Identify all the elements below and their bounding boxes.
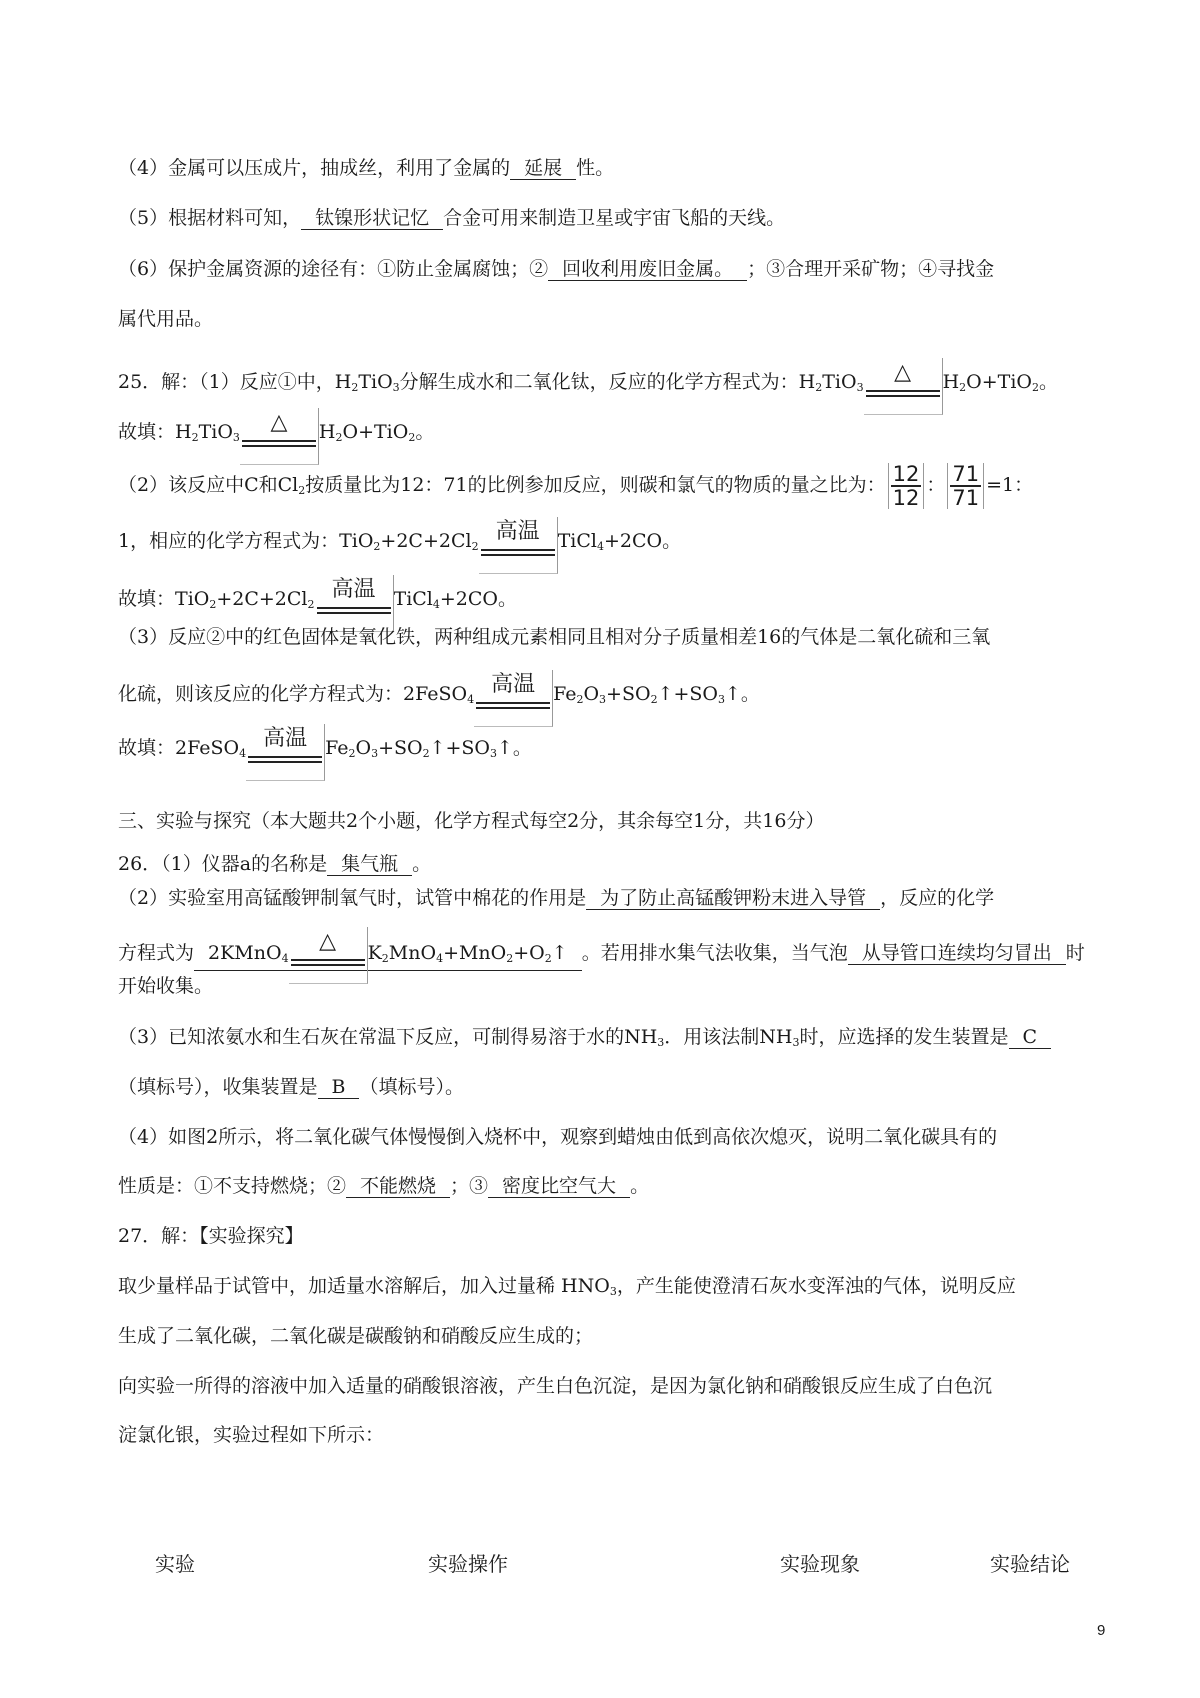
table-header-operation: 实验操作 xyxy=(428,1552,508,1576)
q25-3-answer: 故填：2FeSO$_4$ 高温 $Fe_2O_3+SO_2↑+SO_3↑$。 xyxy=(118,724,532,767)
q26-1-line: 26．（1）仪器a的名称是 集气瓶 。 xyxy=(118,853,432,875)
reaction-condition-heat: △ xyxy=(864,358,943,415)
table-header-conclusion: 实验结论 xyxy=(990,1552,1070,1576)
answer-blank: B xyxy=(318,1076,360,1099)
answer-blank: 延展 xyxy=(510,157,576,180)
q27-paragraph-line: 生成了二氧化碳，二氧化碳是碳酸钠和硝酸反应生成的； xyxy=(118,1325,594,1347)
answer-blank: 回收利用废旧金属。 xyxy=(548,258,747,281)
q27-paragraph-line: 淀氯化银，实验过程如下所示： xyxy=(118,1424,385,1446)
q25-3-equation: 化硫，则该反应的化学方程式为：2FeSO$_4$ 高温 $Fe_2O_3+SO_2↑+SO_3↑$。 xyxy=(118,670,760,713)
q26-3-line: （3）已知浓氨水和生石灰在常温下反应，可制得易溶于水的$NH_3$．用该法制$NH_3$时，应选择的发生装置是 C xyxy=(118,1024,1051,1056)
answer-blank: 为了防止高锰酸钾粉末进入导管 xyxy=(586,887,880,910)
reaction-condition-heat: △ xyxy=(289,927,368,984)
answer-blank: 从导管口连续均匀冒出 xyxy=(848,942,1066,965)
answer-blank: 不能燃烧 xyxy=(346,1175,450,1198)
fraction: $\frac{12}{12}$ xyxy=(888,463,925,509)
q25-2-equation: 1，相应的化学方程式为：$TiO_2+2C+2Cl_2$ 高温 TiCl$_4$+2CO。 xyxy=(118,517,681,560)
q27-paragraph-line: 取少量样品于试管中，加适量水溶解后，加入过量稀 $HNO_3$，产生能使澄清石灰水变浑浊的气体，说明反应 xyxy=(118,1275,1016,1298)
answer-blank: C xyxy=(1009,1026,1052,1049)
q24-4-line: （4）金属可以压成片，抽成丝，利用了金属的 延展 性。 xyxy=(118,157,615,179)
answer-blank: 钛镍形状记忆 xyxy=(301,207,443,230)
reaction-condition-heat: △ xyxy=(240,408,319,465)
reaction-condition-high-temp: 高温 xyxy=(315,575,394,632)
q25-3-line: （3）反应②中的红色固体是氧化铁，两种组成元素相同且相对分子质量相差16的气体是二氧化硫和三氧 xyxy=(118,626,991,648)
table-header-experiment: 实验 xyxy=(155,1552,195,1576)
q26-2-equation: 方程式为 2KMnO$_4$ △ $K_2MnO_4+MnO_2+O_2↑$ 。若用排水集气法收集，当气泡 从导管口连续均匀冒出 时 xyxy=(118,927,1085,971)
reaction-condition-high-temp: 高温 xyxy=(246,724,325,781)
fraction: $\frac{71}{71}$ xyxy=(947,463,984,509)
q26-4-line-cont: 性质是：①不支持燃烧；② 不能燃烧 ；③ 密度比空气大 。 xyxy=(118,1175,650,1197)
q26-2-line-cont: 开始收集。 xyxy=(118,975,214,997)
q24-6-line: （6）保护金属资源的途径有：①防止金属腐蚀；② 回收利用废旧金属。 ；③合理开采矿物；④寻找金 xyxy=(118,258,995,280)
q25-2-answer: 故填：$TiO_2+2C+2Cl_2$ 高温 TiCl$_4$+2CO。 xyxy=(118,575,517,618)
table-header-phenomenon: 实验现象 xyxy=(780,1552,860,1576)
q24-6-line-cont: 属代用品。 xyxy=(118,308,214,330)
answer-blank: 集气瓶 xyxy=(327,853,412,876)
reaction-condition-high-temp: 高温 xyxy=(479,517,558,574)
q24-5-line: （5）根据材料可知， 钛镍形状记忆 合金可用来制造卫星或宇宙飞船的天线。 xyxy=(118,207,786,229)
page-number: 9 xyxy=(1097,1622,1106,1639)
q25-1-line: 25．解：（1）反应①中，$H_2TiO_3$分解生成水和二氧化钛，反应的化学方程式为：$H_2TiO_3$ △ $H_2O+TiO_2$。 xyxy=(118,358,1058,401)
answer-blank-equation: 2KMnO$_4$ △ $K_2MnO_4+MnO_2+O_2↑$ xyxy=(194,927,582,971)
q26-4-line: （4）如图2所示，将二氧化碳气体慢慢倒入烧杯中，观察到蜡烛由低到高依次熄灭，说明二氧化碳具有的 xyxy=(118,1126,998,1148)
q25-2-line: （2）该反应中C和$Cl_2$按质量比为12：71的比例参加反应，则碳和氯气的物质的量之比为： $\frac{12}{12}$ ： $\frac{71}{71}$ =1： xyxy=(118,462,1034,510)
answer-blank: 密度比空气大 xyxy=(488,1175,630,1198)
q25-1-answer: 故填：$H_2TiO_3$ △ $H_2O+TiO_2$。 xyxy=(118,408,434,451)
q27-title: 27．解：【实验探究】 xyxy=(118,1225,304,1247)
q27-paragraph-line: 向实验一所得的溶液中加入适量的硝酸银溶液，产生白色沉淀，是因为氯化钠和硝酸银反应生成了白色沉 xyxy=(118,1375,993,1397)
reaction-condition-high-temp: 高温 xyxy=(474,670,553,727)
q26-3-line-cont: （填标号），收集装置是 B （填标号）。 xyxy=(118,1076,464,1098)
section-heading: 三、实验与探究（本大题共2个小题，化学方程式每空2分，其余每空1分，共16分） xyxy=(118,810,825,832)
q26-2-line: （2）实验室用高锰酸钾制氧气时，试管中棉花的作用是 为了防止高锰酸钾粉末进入导管 ，反应的化学 xyxy=(118,887,995,909)
